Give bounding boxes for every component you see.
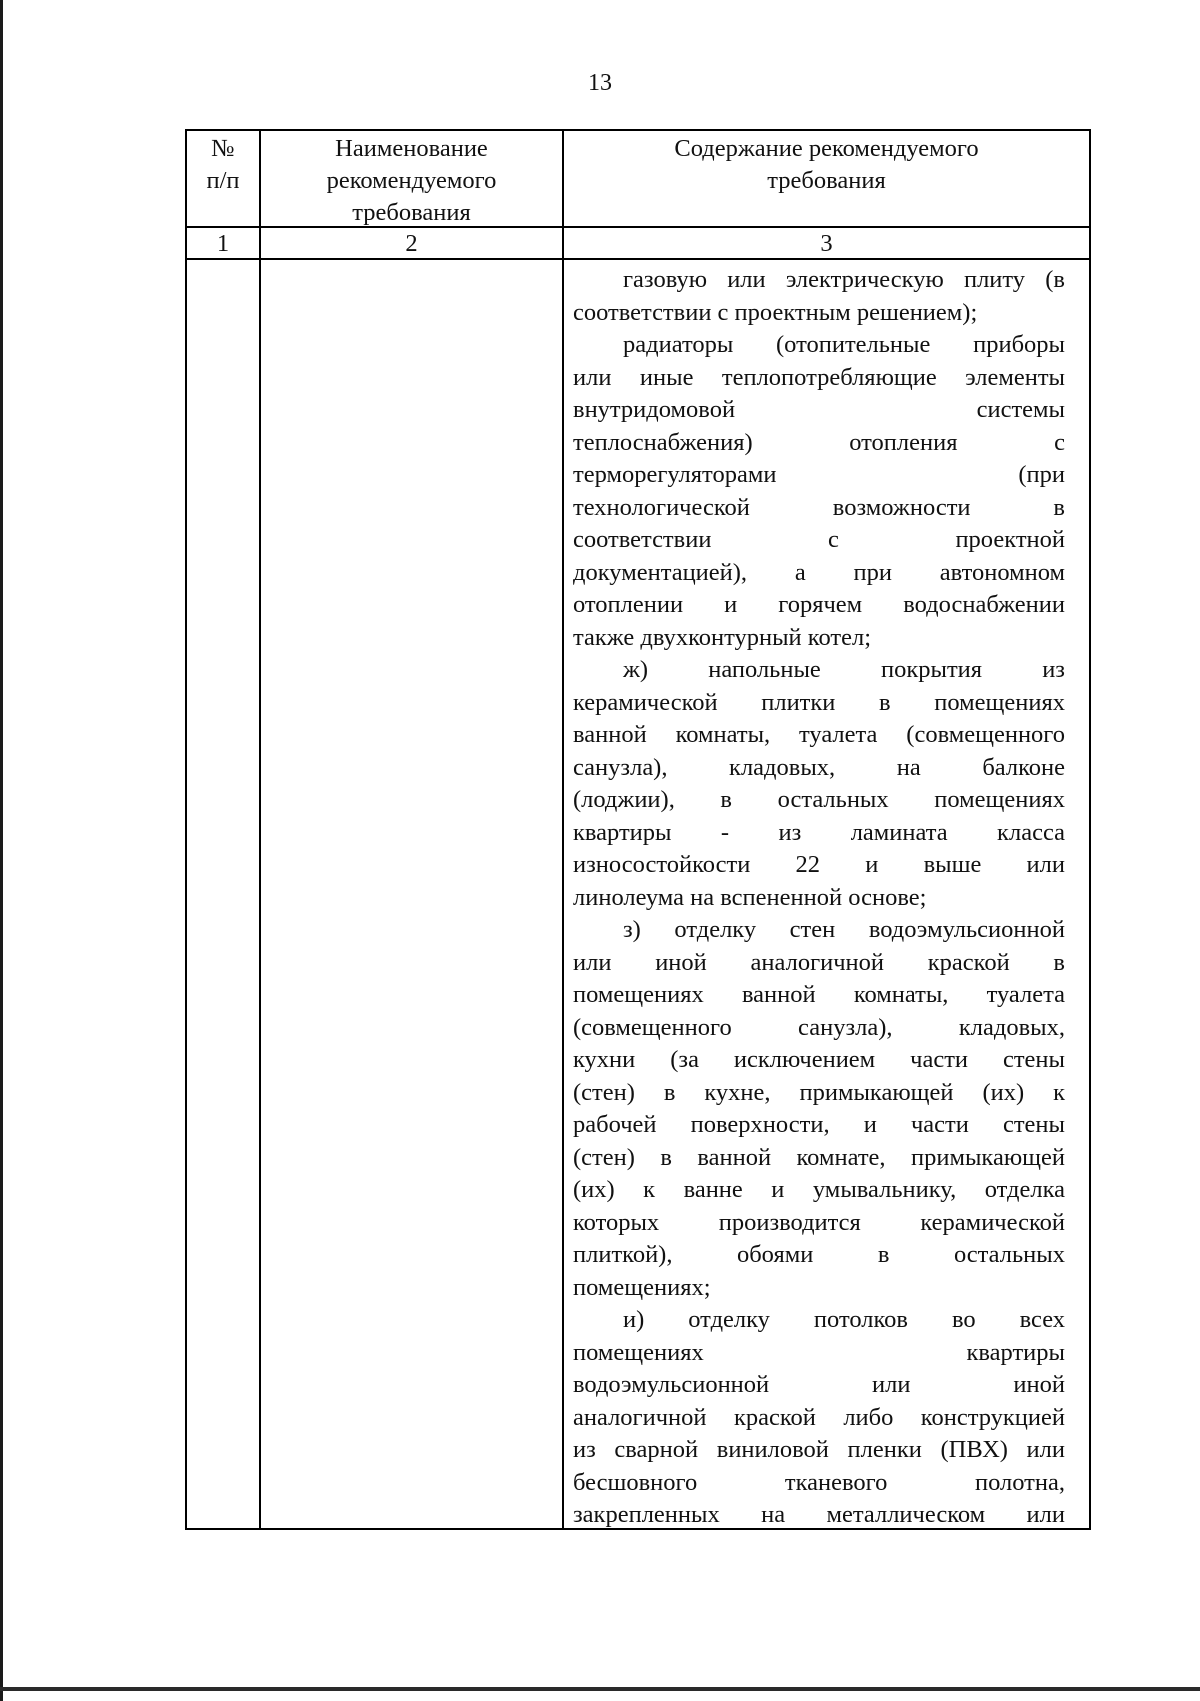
page-number: 13 <box>588 70 612 96</box>
text-line: линолеума на вспененной основе; <box>573 883 927 911</box>
header-name-line: требования <box>352 199 471 226</box>
text-line: (стен) в ванной комнате, примыкающей <box>573 1143 1065 1171</box>
text-line: санузла), кладовых, на балконе <box>573 753 1065 781</box>
header-content-line: Содержание рекомендуемого <box>674 135 979 162</box>
text-line: (стен) в кухне, примыкающей (их) к <box>573 1078 1065 1106</box>
text-line: технологической возможности в <box>573 493 1065 521</box>
text-line: (лоджии), в остальных помещениях <box>573 786 1065 813</box>
header-number-line: № <box>211 135 235 162</box>
text-line: отоплении и горячем водоснабжении <box>573 591 1065 618</box>
text-line: ж) напольные покрытия из <box>623 656 1065 683</box>
table-col-divider-1 <box>259 129 261 1530</box>
paragraph-radiators <box>573 329 1065 654</box>
paragraph-floor-coverings <box>573 654 1065 914</box>
scan-left-edge <box>0 0 3 1701</box>
text-line: или иные теплопотребляющие элементы <box>573 363 1065 391</box>
column-number-1: 1 <box>216 230 230 257</box>
text-line: и) отделку потолков во всех <box>623 1306 1065 1333</box>
text-line: ванной комнаты, туалета (совмещенного <box>573 721 1065 748</box>
header-requirement-name <box>261 133 562 229</box>
paragraph-ceiling-finishing <box>573 1304 1065 1532</box>
table-border-left <box>185 129 187 1530</box>
text-line: бесшовного тканевого полотна, <box>573 1468 1065 1496</box>
column-number-3: 3 <box>820 230 833 257</box>
table-border-top <box>185 129 1091 131</box>
text-line: (совмещенного санузла), кладовых, <box>573 1013 1065 1041</box>
header-requirement-content <box>564 133 1089 197</box>
paragraph-stove <box>573 264 1065 329</box>
text-line: документацией), а при автономном <box>573 558 1065 586</box>
header-name-line: Наименование <box>335 135 488 162</box>
text-line: внутридомовой системы <box>573 396 1065 423</box>
scan-bottom-edge <box>0 1687 1200 1691</box>
text-line: соответствии с проектным решением); <box>573 298 978 326</box>
text-line: помещениях; <box>573 1273 711 1301</box>
text-line: из сварной виниловой пленки (ПВХ) или <box>573 1436 1065 1463</box>
text-line: закрепленных на металлическом или <box>573 1501 1065 1528</box>
header-name-line: рекомендуемого <box>326 167 497 194</box>
text-line: помещениях квартиры <box>573 1338 1065 1366</box>
text-line: терморегуляторами (при <box>573 461 1065 488</box>
column-number-2: 2 <box>405 230 418 257</box>
text-line: которых производится керамической <box>573 1208 1065 1236</box>
header-content-line: требования <box>767 167 886 194</box>
text-line: аналогичной краской либо конструкцией <box>573 1403 1065 1431</box>
text-line: также двухконтурный котел; <box>573 623 871 651</box>
text-line: радиаторы (отопительные приборы <box>623 331 1065 358</box>
text-line: водоэмульсионной или иной <box>573 1371 1065 1398</box>
text-line: з) отделку стен водоэмульсионной <box>623 916 1065 943</box>
text-line: помещениях ванной комнаты, туалета <box>573 981 1065 1008</box>
text-line: газовую или электрическую плиту (в <box>623 266 1065 293</box>
text-line: кухни (за исключением части стены <box>573 1046 1065 1073</box>
table-col-divider-2 <box>562 129 564 1530</box>
text-line: квартиры - из ламината класса <box>573 818 1065 846</box>
requirement-content-cell <box>573 264 1065 1532</box>
text-line: теплоснабжения) отопления с <box>573 428 1065 456</box>
paragraph-wall-finishing <box>573 914 1065 1304</box>
header-number <box>187 133 259 197</box>
text-line: износостойкости 22 и выше или <box>573 851 1065 878</box>
text-line: (их) к ванне и умывальнику, отделка <box>573 1176 1065 1203</box>
text-line: керамической плитки в помещениях <box>573 688 1065 716</box>
header-number-line: п/п <box>206 167 240 194</box>
text-line: рабочей поверхности, и части стены <box>573 1111 1065 1138</box>
text-line: или иной аналогичной краской в <box>573 948 1065 976</box>
text-line: плиткой), обоями в остальных <box>573 1241 1065 1268</box>
table-border-right <box>1089 129 1091 1530</box>
text-line: соответствии с проектной <box>573 526 1065 553</box>
